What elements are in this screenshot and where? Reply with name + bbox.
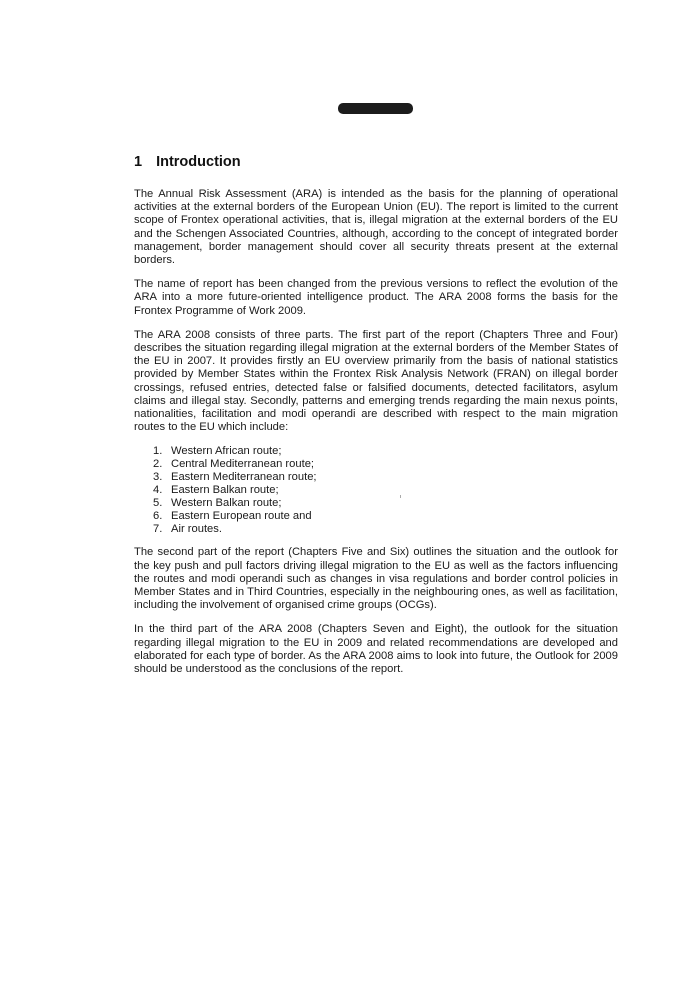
list-item-text: Western African route; <box>171 445 282 458</box>
list-item-text: Eastern Mediterranean route; <box>171 471 317 484</box>
list-item <box>134 471 618 484</box>
scan-speck <box>400 495 401 498</box>
section-title: Introduction <box>156 154 241 170</box>
list-item-text: Central Mediterranean route; <box>171 458 315 471</box>
list-item-number: 2. <box>153 458 163 471</box>
routes-list <box>134 445 618 536</box>
list-item <box>134 445 618 458</box>
list-item <box>134 497 618 510</box>
paragraph-1: The Annual Risk Assessment (ARA) is intended as the basis for the planning of operational activities at the external borders of the European Union (EU). The report is limited to the current scope of Frontex operational activities, that is, illegal migration at the external borders of the EU and the Schengen Associated Countries, although, according to the concept of integrated border management, border management should cover all security threats present at the external borders. <box>134 188 618 267</box>
paragraph-2: The name of report has been changed from the previous versions to reflect the evolution of the ARA into a more future-oriented intelligence product. The ARA 2008 forms the basis for the Frontex Programme of Work 2009. <box>134 278 618 317</box>
paragraph-4: The second part of the report (Chapters Five and Six) outlines the situation and the outlook for the key push and pull factors driving illegal migration to the EU as well as the factors influencing the routes and modi operandi such as changes in visa regulations and border control policies in Member States and in Third Countries, especially in the neighbouring ones, as well as facilitation, including the involvement of organised crime groups (OCGs). <box>134 546 618 612</box>
redaction-bar <box>338 103 413 114</box>
list-item <box>134 458 618 471</box>
list-item-number: 4. <box>153 484 163 497</box>
list-item-text: Eastern Balkan route; <box>171 484 279 497</box>
list-item <box>134 510 618 523</box>
document-body <box>134 154 618 687</box>
section-heading <box>134 154 618 170</box>
list-item-number: 6. <box>153 510 163 523</box>
list-item-number: 3. <box>153 471 163 484</box>
list-item-number: 7. <box>153 523 163 536</box>
list-item-number: 5. <box>153 497 163 510</box>
list-item-number: 1. <box>153 445 163 458</box>
paragraph-5: In the third part of the ARA 2008 (Chapters Seven and Eight), the outlook for the situation regarding illegal migration to the EU in 2009 and related recommendations are developed and elaborated for each type of border. As the ARA 2008 aims to look into future, the Outlook for 2009 should be understood as the conclusions of the report. <box>134 623 618 676</box>
list-item-text: Western Balkan route; <box>171 497 282 510</box>
section-number: 1 <box>134 154 143 170</box>
list-item-text: Air routes. <box>171 523 222 536</box>
list-item <box>134 523 618 536</box>
paragraph-3: The ARA 2008 consists of three parts. The first part of the report (Chapters Three and Four) describes the situation regarding illegal migration at the external borders of the Member States of the EU in 2007. It provides firstly an EU overview primarily from the basis of national statistics provided by Member States within the Frontex Risk Analysis Network (FRAN) on illegal border crossings, refused entries, detected false or falsified documents, detected facilitators, asylum claims and illegal stay. Secondly, patterns and emerging trends regarding the main nexus points, nationalities, facilitation and modi operandi are described with respect to the main migration routes to the EU which include: <box>134 328 618 434</box>
list-item-text: Eastern European route and <box>171 510 312 523</box>
list-item <box>134 484 618 497</box>
